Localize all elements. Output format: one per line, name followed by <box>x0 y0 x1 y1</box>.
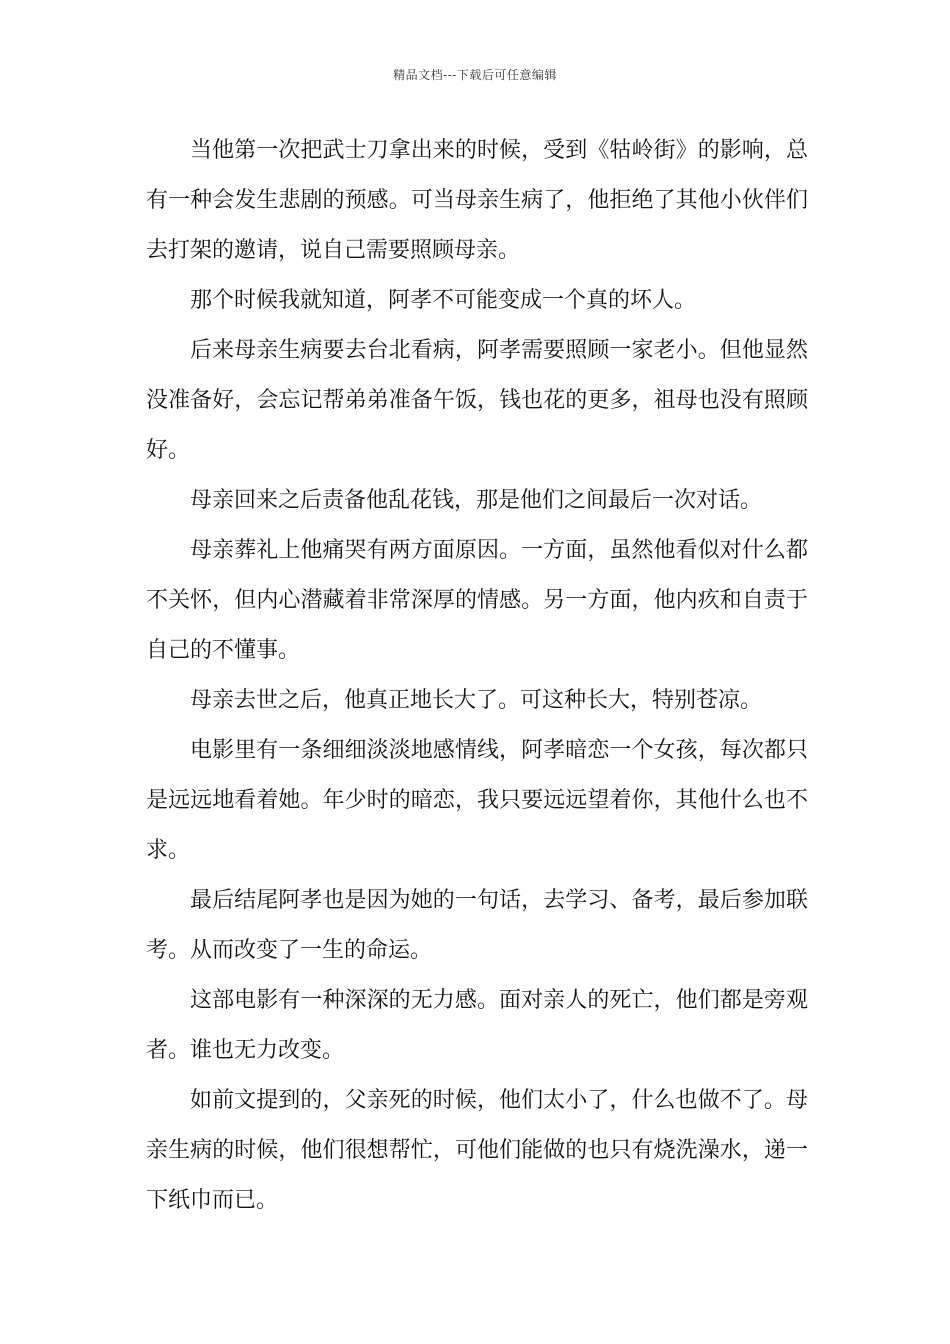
paragraph: 这部电影有一种深深的无力感。面对亲人的死亡，他们都是旁观者。谁也无力改变。 <box>146 988 808 1063</box>
paragraph: 如前文提到的，父亲死的时候，他们太小了，什么也做不了。母亲生病的时候，他们很想帮忙，可他们能做的也只有烧洗澡水，递一下纸巾而已。 <box>146 1088 808 1213</box>
paragraph: 那个时候我就知道，阿孝不可能变成一个真的坏人。 <box>190 288 697 313</box>
paragraph: 电影里有一条细细淡淡地感情线，阿孝暗恋一个女孩，每次都只是远远地看着她。年少时的暗恋，我只要远远望着你，其他什么也不求。 <box>146 738 808 863</box>
paragraph: 母亲葬礼上他痛哭有两方面原因。一方面，虽然他看似对什么都不关怀，但内心潜藏着非常深厚的情感。另一方面，他内疚和自责于自己的不懂事。 <box>146 538 808 663</box>
paragraph: 母亲去世之后，他真正地长大了。可这种长大，特别苍凉。 <box>190 688 763 713</box>
paragraph: 母亲回来之后责备他乱花钱，那是他们之间最后一次对话。 <box>190 488 763 513</box>
paragraph: 后来母亲生病要去台北看病，阿孝需要照顾一家老小。但他显然没准备好，会忘记帮弟弟准备午饭，钱也花的更多，祖母也没有照顾好。 <box>146 338 808 463</box>
page-header: 精品文档---下载后可任意编辑 <box>393 68 557 82</box>
paragraph: 当他第一次把武士刀拿出来的时候，受到《牯岭街》的影响，总有一种会发生悲剧的预感。可当母亲生病了，他拒绝了其他小伙伴们去打架的邀请，说自己需要照顾母亲。 <box>146 138 808 263</box>
paragraph: 最后结尾阿孝也是因为她的一句话，去学习、备考，最后参加联考。从而改变了一生的命运。 <box>146 888 808 963</box>
document-body <box>146 126 808 1226</box>
